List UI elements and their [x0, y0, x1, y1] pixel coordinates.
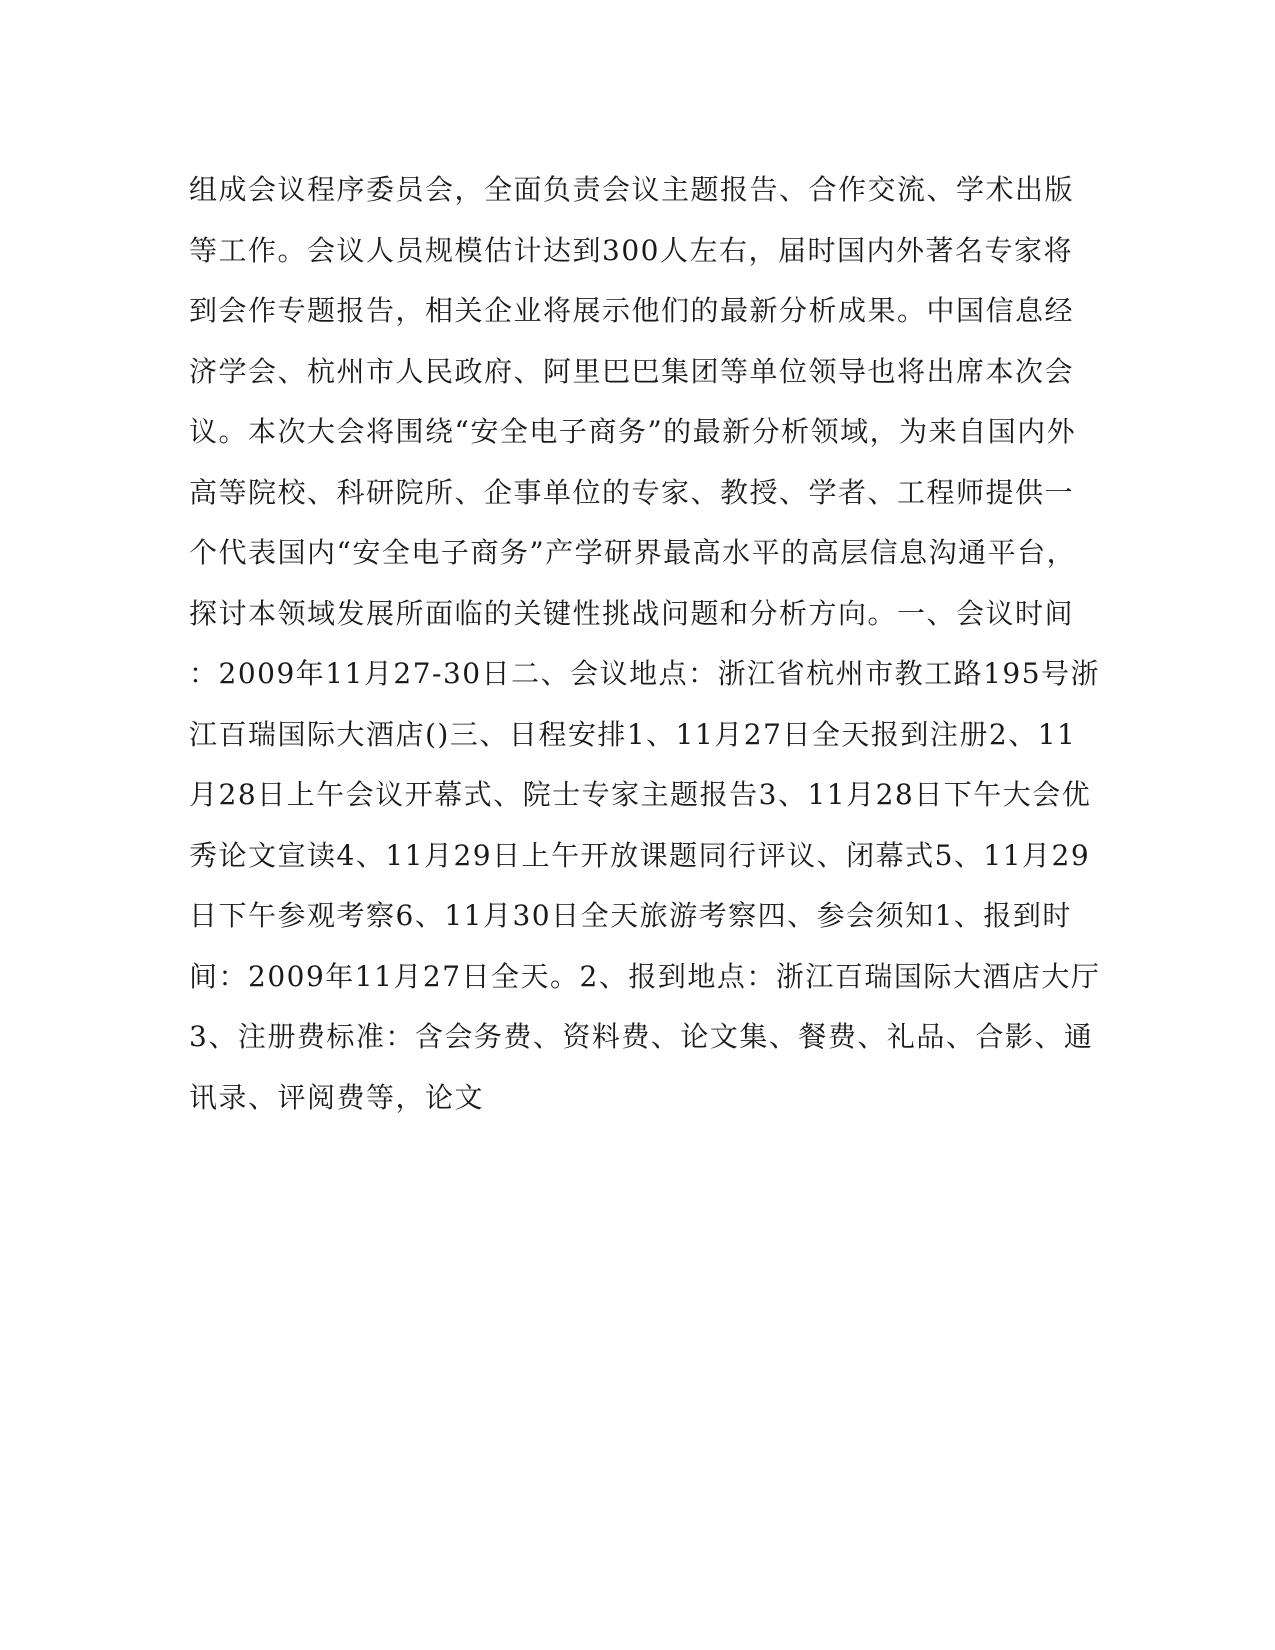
text-line: 探讨本领域发展所面临的关键性挑战问题和分析方向。一、会议时间: [189, 596, 1075, 630]
text-line: 江百瑞国际大酒店()三、日程安排1、11月27日全天报到注册2、11: [189, 717, 1077, 751]
text-line: 济学会、杭州市人民政府、阿里巴巴集团等单位领导也将出席本次会: [189, 354, 1075, 388]
text-line: ：2009年11月27-30日二、会议地点：浙江省杭州市教工路195号浙: [189, 657, 1101, 690]
text-line: 高等院校、科研院所、企事单位的专家、教授、学者、工程师提供一: [189, 475, 1075, 509]
text-line: 等工作。会议人员规模估计达到300人左右，届时国内外著名专家将: [189, 233, 1073, 267]
text-line: 组成会议程序委员会，全面负责会议主题报告、合作交流、学术出版: [189, 173, 1075, 206]
text-line: 日下午参观考察6、11月30日全天旅游考察四、参会须知1、报到时: [189, 899, 1072, 932]
text-line: 月28日上午会议开幕式、院士专家主题报告3、11月28日下午大会优: [189, 778, 1092, 811]
body-paragraph: [189, 160, 1101, 1128]
text-line: 3、注册费标准：含会务费、资料费、论文集、餐费、礼品、合影、通: [189, 1020, 1094, 1053]
text-line: 秀论文宣读4、11月29日上午开放课题同行评议、闭幕式5、11月29: [189, 838, 1091, 872]
text-line: 到会作专题报告，相关企业将展示他们的最新分析成果。中国信息经: [189, 294, 1075, 327]
text-line: 议。本次大会将围绕“安全电子商务”的最新分析领域，为来自国内外: [189, 415, 1077, 448]
text-line: 讯录、评阅费等，论文: [189, 1080, 485, 1114]
text-line: 个代表国内“安全电子商务”产学研界最高水平的高层信息沟通平台，: [189, 536, 1077, 569]
text-line: 间：2009年11月27日全天。2、报到地点：浙江百瑞国际大酒店大厅: [189, 959, 1101, 993]
